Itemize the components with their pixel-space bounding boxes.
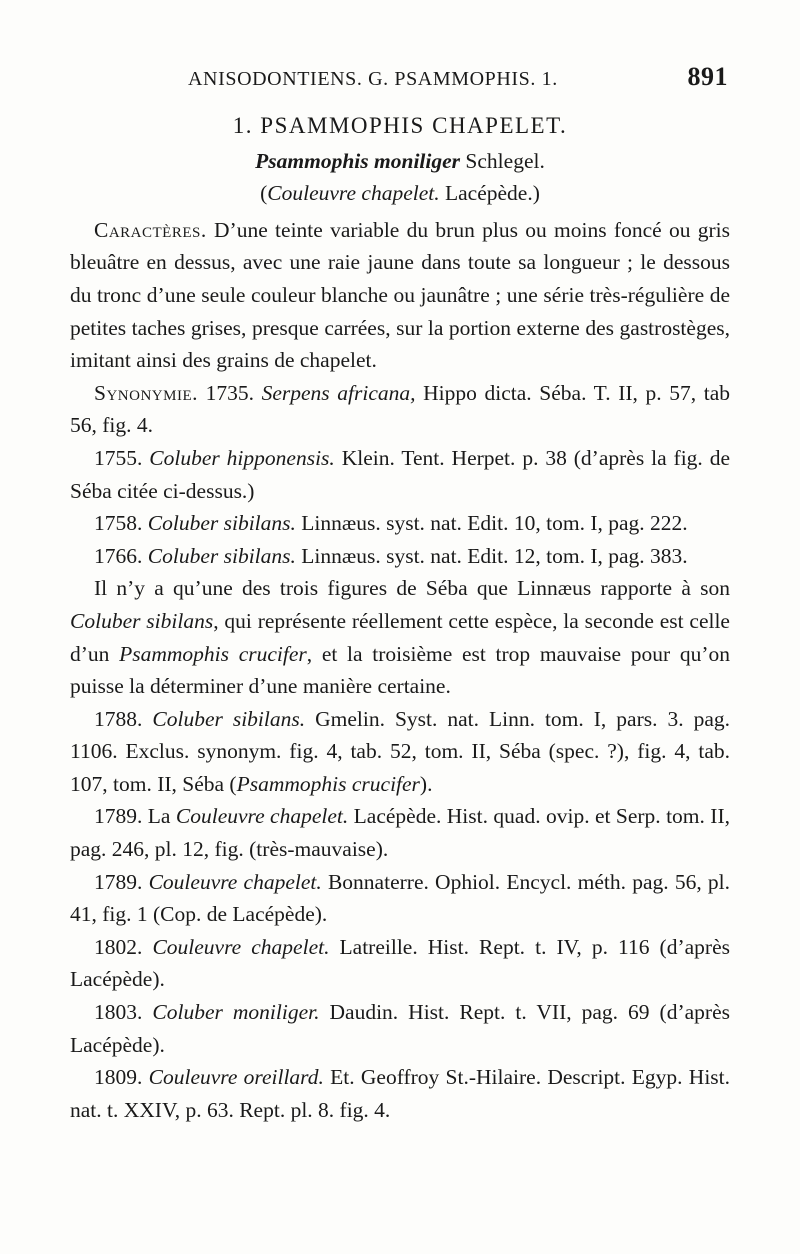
- synonymy-reference: Gmelin. Syst. nat. Linn. tom. I, pars. 3. pag. 1106. Exclus. synonym. fig. 4, tab. 52, tom. II, Séba (spec. ?), fig. 4, tab. 107, tom. II, Séba (: [70, 706, 731, 796]
- species-name: Psammophis moniliger: [255, 148, 461, 173]
- remark-text: , et la troisième est trop mauvaise pour qu’on puisse la déterminer d’une manière certaine.: [70, 641, 730, 699]
- synonymy-article: La: [147, 804, 176, 829]
- species-line: [70, 145, 730, 178]
- synonymy-year: 1809.: [94, 1065, 149, 1090]
- remark-taxon: Coluber sibilans: [70, 608, 214, 633]
- synonymy-taxon: Serpens africana,: [261, 380, 416, 405]
- page-number: 891: [687, 62, 728, 91]
- remark-text: , qui représente réellement cette espèce, la seconde est celle d’un: [70, 608, 730, 666]
- synonymy-reference: Linnæus. syst. nat. Edit. 10, tom. I, pag. 222.: [295, 511, 688, 536]
- synonymy-year: 1735.: [198, 380, 262, 405]
- synonymy-entry: [70, 1061, 730, 1126]
- synonymy-entry: [70, 800, 730, 865]
- characters-label: Caractères.: [94, 217, 207, 242]
- synonymy-label: Synonymie.: [94, 380, 198, 405]
- synonymy-taxon: Couleuvre chapelet.: [175, 804, 349, 829]
- synonymy-entry: [70, 931, 730, 996]
- page-body: [70, 110, 730, 1126]
- synonymy-reference: Lacépède. Hist. quad. ovip. et Serp. tom. II, pag. 246, pl. 12, fig. (très-mauvaise).: [70, 804, 730, 862]
- synonymy-taxon: Couleuvre oreillard.: [148, 1065, 324, 1090]
- synonymy-reference: Et. Geoffroy St.-Hilaire. Descript. Egyp. Hist. nat. t. XXIV, p. 63. Rept. pl. 8. fig. 4.: [70, 1065, 731, 1122]
- synonymy-reference: ).: [419, 771, 433, 796]
- synonymy-year: 1755.: [94, 445, 150, 470]
- synonymy-entry: [70, 540, 730, 573]
- synonymy-year: 1789.: [94, 869, 149, 894]
- genus-title: 1. PSAMMOPHIS CHAPELET.: [232, 113, 568, 138]
- synonymy-reference: Latreille. Hist. Rept. t. IV, p. 116 (d’après Lacépède).: [70, 934, 730, 992]
- species-author: Schlegel.: [460, 148, 545, 173]
- synonymy-reference: Hippo dicta. Séba. T. II, p. 57, tab 56, fig. 4.: [70, 380, 730, 438]
- synonymy-entry: [70, 507, 730, 540]
- synonymy-taxon: Coluber hipponensis.: [149, 445, 335, 470]
- characters-paragraph: [70, 214, 730, 377]
- running-head: [188, 62, 728, 92]
- vernacular-line: [70, 177, 730, 210]
- vernacular-name: Couleuvre chapelet.: [267, 181, 440, 206]
- synonymy-year: 1803.: [94, 1000, 153, 1025]
- synonymy-entry: [70, 866, 730, 931]
- vernacular-author: Lacépède.): [439, 181, 540, 206]
- synonymy-year: 1789.: [94, 804, 148, 829]
- running-head-text: ANISODONTIENS. G. PSAMMOPHIS. 1.: [188, 68, 558, 90]
- synonymy-remark: [70, 572, 730, 702]
- synonymy-entry: [70, 703, 730, 801]
- synonymy-entry: [70, 442, 730, 507]
- synonymy-taxon: Coluber sibilans.: [147, 511, 296, 536]
- synonymy-year: 1788.: [94, 706, 153, 731]
- remark-text: Il n’y a qu’une des trois figures de Séba que Linnæus rapporte à son: [94, 576, 730, 601]
- synonymy-year: 1802.: [94, 934, 153, 959]
- synonymy-year: 1766.: [94, 543, 148, 568]
- characters-text: D’une teinte variable du brun plus ou moins foncé ou gris bleuâtre en dessus, avec une raie jaune dans toute sa longueur ; le dessous du tronc d’une seule couleur blanche ou jaunâtre ; une série très-régulière de petites taches grises, presque carrées, sur la portion externe des gastrostèges, imitant ainsi des grains de chapelet.: [70, 217, 730, 373]
- synonymy-entry: [70, 377, 730, 442]
- synonymy-entry: [70, 996, 730, 1061]
- synonymy-taxon: Coluber sibilans.: [147, 543, 296, 568]
- synonymy-reference: Bonnaterre. Ophiol. Encycl. méth. pag. 56, pl. 41, fig. 1 (Cop. de Lacépède).: [70, 869, 731, 927]
- synonymy-year: 1758.: [94, 511, 148, 536]
- synonymy-taxon: Coluber sibilans.: [152, 706, 306, 731]
- synonymy-taxon: Couleuvre chapelet.: [152, 934, 330, 959]
- vernacular-paren: (: [260, 181, 268, 206]
- synonymy-reference: Daudin. Hist. Rept. t. VII, pag. 69 (d’après Lacépède).: [70, 1000, 730, 1057]
- synonymy-taxon: Psammophis crucifer: [236, 771, 420, 796]
- synonymy-reference: Linnæus. syst. nat. Edit. 12, tom. I, pag. 383.: [295, 543, 688, 568]
- synonymy-taxon: Coluber moniliger.: [152, 1000, 320, 1025]
- synonymy-taxon: Couleuvre chapelet.: [148, 869, 322, 894]
- synonymy-reference: Klein. Tent. Herpet. p. 38 (d’après la fig. de Séba citée ci-dessus.): [70, 445, 730, 503]
- remark-taxon: Psammophis crucifer: [119, 641, 307, 666]
